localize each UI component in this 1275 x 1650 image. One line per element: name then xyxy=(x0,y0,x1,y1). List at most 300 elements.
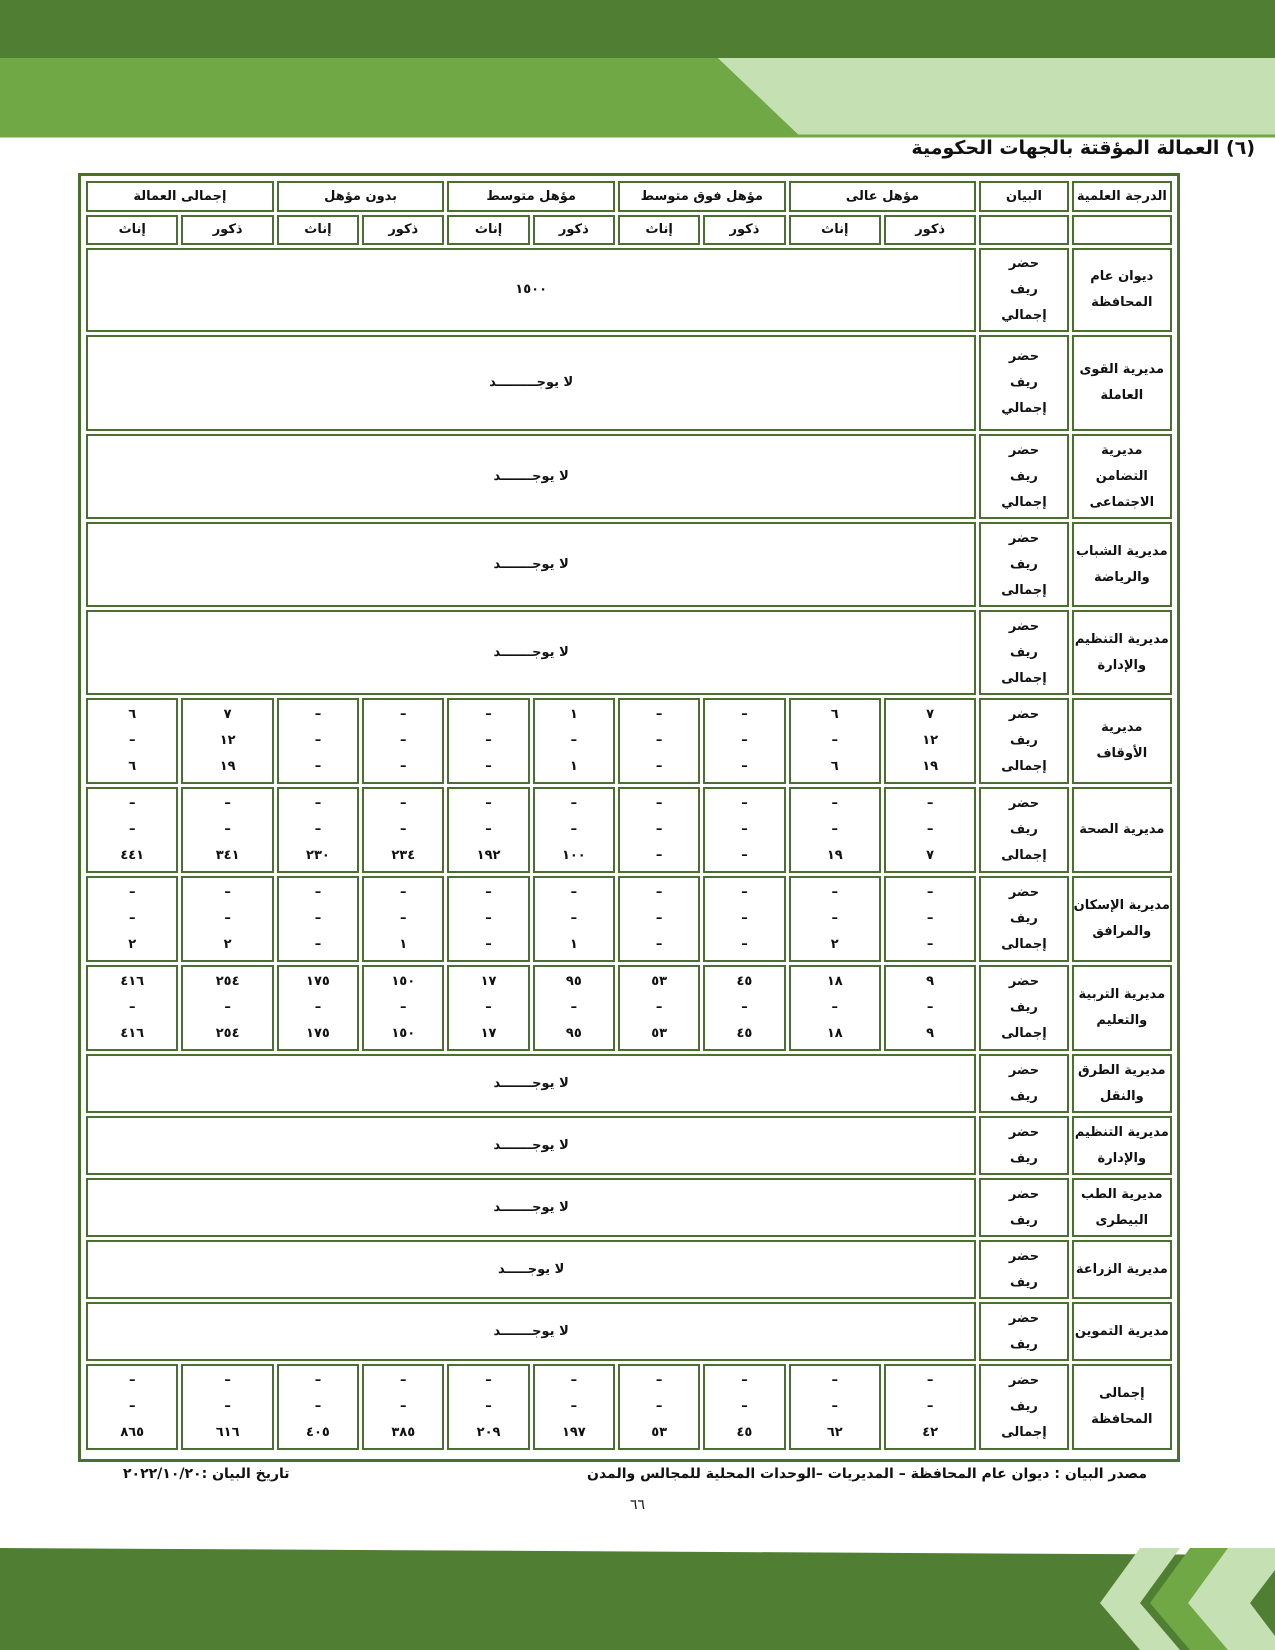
cell-value: ٢ xyxy=(128,937,137,952)
header-female: إناث xyxy=(447,215,529,245)
value-cell xyxy=(277,965,359,1051)
row-label: حضر xyxy=(1008,796,1040,811)
header-group-above-intermediate: مؤهل فوق متوسط xyxy=(618,181,786,212)
row-entity-name: مديرية التربية والتعليم xyxy=(1072,965,1172,1051)
cell-value: – xyxy=(314,911,322,926)
value-cell xyxy=(447,876,529,962)
cell-value: – xyxy=(224,796,231,811)
row-label: ريف xyxy=(1010,1000,1038,1015)
row-label: حضر xyxy=(1008,256,1040,271)
value-cell xyxy=(86,698,178,784)
header-female: إناث xyxy=(618,215,700,245)
row-labels xyxy=(979,965,1068,1051)
value-cell xyxy=(181,965,273,1051)
row-label: ريف xyxy=(1010,1336,1038,1352)
cell-value: – xyxy=(926,1373,934,1388)
cell-value: ٢٥٤ xyxy=(215,1026,240,1041)
row-entity-name: مديرية القوى العاملة xyxy=(1072,335,1172,431)
cell-value: ٧ xyxy=(223,707,232,722)
value-cell xyxy=(618,965,700,1051)
cell-value: – xyxy=(655,1373,663,1388)
cell-value: – xyxy=(655,707,663,722)
cell-value: – xyxy=(224,1399,231,1414)
row-label: ريف xyxy=(1010,644,1038,660)
source-note: مصدر البيان : ديوان عام المحافظة – المديريات –الوحدات المحلية للمجالس والمدن xyxy=(587,1466,1147,1482)
gender-header-row xyxy=(86,215,1172,245)
cell-value: ٣٨٥ xyxy=(391,1425,416,1440)
cell-value: – xyxy=(570,1399,578,1414)
cell-value: ٥٣ xyxy=(651,974,668,989)
value-cell xyxy=(362,965,444,1051)
merged-value: لا يوجـــــــد xyxy=(86,1178,976,1237)
cell-value: – xyxy=(570,1373,578,1388)
cell-value: – xyxy=(741,885,748,900)
value-cell xyxy=(86,787,178,873)
cell-value: – xyxy=(926,1399,934,1414)
cell-value: ٤١٦ xyxy=(120,1026,145,1041)
cell-value: – xyxy=(741,759,748,774)
row-labels xyxy=(979,522,1068,607)
cell-value: – xyxy=(485,937,492,952)
page-title: (٦) العمالة المؤقتة بالجهات الحكومية xyxy=(911,137,1255,159)
cell-value: – xyxy=(224,885,231,900)
cell-value: ١٧٥ xyxy=(306,1026,330,1041)
row-entity-name: مديرية الطب البيطرى xyxy=(1072,1178,1172,1237)
row-labels xyxy=(979,1302,1068,1361)
row-label: حضر xyxy=(1008,1373,1040,1388)
row-label: إجمالي xyxy=(1001,494,1047,510)
value-cell xyxy=(884,965,976,1051)
row-label: حضر xyxy=(1008,1186,1040,1202)
row-label: حضر xyxy=(1008,1310,1040,1326)
cell-value: – xyxy=(926,911,934,926)
table-row-supply-directorate xyxy=(86,1302,1172,1361)
cell-value: ١٥٠ xyxy=(391,974,416,989)
empty-cell xyxy=(1072,215,1172,245)
cell-value: – xyxy=(314,796,322,811)
cell-value: – xyxy=(570,822,578,837)
cell-value: ٤٤١ xyxy=(120,848,145,863)
cell-value: – xyxy=(741,733,748,748)
header-male: ذكور xyxy=(703,215,785,245)
header-group-total: إجمالى العمالة xyxy=(86,181,274,212)
cell-value: – xyxy=(831,733,839,748)
row-entity-name: مديرية الإسكان والمرافق xyxy=(1072,876,1172,962)
cell-value: ٧ xyxy=(926,848,935,863)
row-label: إجمالي xyxy=(1001,401,1047,416)
cell-value: – xyxy=(655,848,663,863)
cell-value: ١٩ xyxy=(826,848,843,863)
cell-value: – xyxy=(400,1000,407,1015)
cell-value: – xyxy=(741,911,748,926)
cell-value: ١٩ xyxy=(219,759,236,774)
cell-value: – xyxy=(400,1373,407,1388)
cell-value: – xyxy=(741,1373,748,1388)
cell-value: – xyxy=(128,822,136,837)
row-entity-name: مديرية التنظيم والإدارة xyxy=(1072,1116,1172,1175)
row-label: إجمالى xyxy=(1001,937,1047,952)
cell-value: ٤٥ xyxy=(736,974,753,989)
header-label: البيان xyxy=(979,181,1068,212)
cell-value: – xyxy=(741,1399,748,1414)
header-entity: الدرجة العلمية xyxy=(1072,181,1172,212)
page-number: ٦٦ xyxy=(629,1497,646,1513)
cell-value: – xyxy=(570,911,578,926)
cell-value: ٧ xyxy=(926,707,935,722)
row-entity-name: مديرية الأوقاف xyxy=(1072,698,1172,784)
cell-value: – xyxy=(485,759,492,774)
value-cell xyxy=(181,876,273,962)
value-cell xyxy=(533,787,615,873)
cell-value: – xyxy=(400,707,407,722)
value-cell xyxy=(181,698,273,784)
cell-value: – xyxy=(128,733,136,748)
row-label: ريف xyxy=(1010,733,1038,748)
row-label: ريف xyxy=(1010,822,1038,837)
cell-value: – xyxy=(655,822,663,837)
cell-value: – xyxy=(741,796,748,811)
cell-value: ٤٠٥ xyxy=(306,1425,330,1440)
header-top-bar xyxy=(0,0,1275,58)
cell-value: ١٧ xyxy=(480,1026,497,1041)
cell-value: – xyxy=(314,885,322,900)
merged-value: لا يوجـــــــد xyxy=(86,1054,976,1113)
table-row-social-solidarity-directorate xyxy=(86,434,1172,519)
cell-value: ١ xyxy=(569,937,578,952)
value-cell xyxy=(884,787,976,873)
cell-value: – xyxy=(831,885,839,900)
value-cell xyxy=(447,787,529,873)
cell-value: – xyxy=(400,796,407,811)
cell-value: – xyxy=(655,759,663,774)
cell-value: ٢٣٠ xyxy=(306,848,330,863)
table-row-organization-admin-directorate-2 xyxy=(86,1116,1172,1175)
table-row-veterinary-directorate xyxy=(86,1178,1172,1237)
cell-value: ٦ xyxy=(128,707,137,722)
table-row-organization-admin-directorate xyxy=(86,610,1172,695)
cell-value: – xyxy=(570,1000,578,1015)
row-label: ريف xyxy=(1010,375,1038,390)
cell-value: ١٩ xyxy=(922,759,939,774)
cell-value: – xyxy=(485,1373,492,1388)
value-cell xyxy=(362,876,444,962)
row-label: حضر xyxy=(1008,974,1040,989)
cell-value: ١ xyxy=(569,707,578,722)
cell-value: ١٧٥ xyxy=(306,974,330,989)
header-group-higher: مؤهل عالى xyxy=(789,181,977,212)
cell-value: ١٨ xyxy=(826,1026,843,1041)
cell-value: – xyxy=(400,733,407,748)
cell-value: – xyxy=(128,885,136,900)
cell-value: – xyxy=(128,1399,136,1414)
row-label: حضر xyxy=(1008,442,1040,458)
cell-value: – xyxy=(314,822,322,837)
row-entity-name: مديرية الشباب والرياضة xyxy=(1072,522,1172,607)
row-label: حضر xyxy=(1008,530,1040,546)
cell-value: – xyxy=(655,1399,663,1414)
row-label: ريف xyxy=(1010,1212,1038,1228)
cell-value: – xyxy=(314,1373,322,1388)
cell-value: ٢ xyxy=(223,937,232,952)
merged-value: لا يوجـــــــد xyxy=(86,434,976,519)
cell-value: – xyxy=(655,885,663,900)
cell-value: ٦ xyxy=(830,759,839,774)
row-labels xyxy=(979,1178,1068,1237)
cell-value: ٩ xyxy=(926,1026,935,1041)
value-cell xyxy=(789,1364,881,1450)
cell-value: ٩٥ xyxy=(565,974,582,989)
value-cell xyxy=(86,1364,178,1450)
row-label: ريف xyxy=(1010,556,1038,572)
value-cell xyxy=(703,787,785,873)
empty-cell xyxy=(979,215,1068,245)
header-female: إناث xyxy=(789,215,881,245)
cell-value: – xyxy=(741,937,748,952)
merged-value: لا يوجـــــــد xyxy=(86,522,976,607)
cell-value: – xyxy=(741,822,748,837)
cell-value: – xyxy=(314,1399,322,1414)
merged-value: لا يوجـــــــــد xyxy=(86,335,976,431)
header-group-intermediate: مؤهل متوسط xyxy=(447,181,615,212)
merged-value: لا يوجـــــــد xyxy=(86,1302,976,1361)
cell-value: – xyxy=(400,911,407,926)
row-entity-name: إجمالى المحافظة xyxy=(1072,1364,1172,1450)
cell-value: – xyxy=(485,796,492,811)
cell-value: – xyxy=(224,1000,231,1015)
cell-value: – xyxy=(655,733,663,748)
value-cell xyxy=(789,787,881,873)
value-cell xyxy=(86,876,178,962)
row-label: حضر xyxy=(1008,618,1040,634)
row-labels xyxy=(979,248,1068,332)
cell-value: – xyxy=(224,822,231,837)
cell-value: ١٩٢ xyxy=(476,848,501,863)
value-cell xyxy=(884,876,976,962)
cell-value: – xyxy=(831,796,839,811)
cell-value: ٤٢ xyxy=(922,1425,939,1440)
cell-value: ٢٣٤ xyxy=(391,848,416,863)
row-labels xyxy=(979,335,1068,431)
row-labels xyxy=(979,876,1068,962)
cell-value: – xyxy=(831,911,839,926)
cell-value: – xyxy=(485,822,492,837)
row-entity-name: مديرية الصحة xyxy=(1072,787,1172,873)
value-cell xyxy=(277,698,359,784)
value-cell xyxy=(362,1364,444,1450)
row-label: حضر xyxy=(1008,1124,1040,1140)
cell-value: – xyxy=(655,911,663,926)
cell-value: ٩ xyxy=(926,974,935,989)
table-row-agriculture-directorate xyxy=(86,1240,1172,1299)
cell-value: ١٢ xyxy=(219,733,236,748)
cell-value: – xyxy=(485,885,492,900)
cell-value: ١٩٧ xyxy=(561,1425,586,1440)
merged-value: لا يوجـــــد xyxy=(86,1240,976,1299)
value-cell xyxy=(447,965,529,1051)
cell-value: ٥٣ xyxy=(651,1425,668,1440)
row-entity-name: مديرية التضامن الاجتماعى xyxy=(1072,434,1172,519)
table-row-health-directorate xyxy=(86,787,1172,873)
table-row-awqaf-directorate xyxy=(86,698,1172,784)
row-labels xyxy=(979,434,1068,519)
cell-value: ٣٤١ xyxy=(215,848,240,863)
cell-value: – xyxy=(485,733,492,748)
cell-value: – xyxy=(926,1000,934,1015)
cell-value: ٦٢ xyxy=(826,1425,843,1440)
cell-value: – xyxy=(224,1373,231,1388)
cell-value: – xyxy=(128,1000,136,1015)
merged-value: لا يوجـــــــد xyxy=(86,1116,976,1175)
row-labels xyxy=(979,1364,1068,1450)
cell-value: – xyxy=(741,848,748,863)
cell-value: – xyxy=(570,885,578,900)
row-label: حضر xyxy=(1008,1062,1040,1078)
cell-value: – xyxy=(485,707,492,722)
cell-value: – xyxy=(926,885,934,900)
row-label: إجمالى xyxy=(1001,670,1047,686)
cell-value: ١ xyxy=(569,759,578,774)
value-cell xyxy=(86,965,178,1051)
cell-value: – xyxy=(485,911,492,926)
row-entity-name: ديوان عام المحافظة xyxy=(1072,248,1172,332)
cell-value: – xyxy=(314,759,322,774)
row-entity-name: مديرية التموين xyxy=(1072,1302,1172,1361)
value-cell xyxy=(703,876,785,962)
cell-value: ٢ xyxy=(830,937,839,952)
value-cell xyxy=(533,698,615,784)
row-label: ريف xyxy=(1010,1150,1038,1166)
header-male: ذكور xyxy=(181,215,273,245)
row-label: ريف xyxy=(1010,1088,1038,1104)
row-labels xyxy=(979,610,1068,695)
cell-value: – xyxy=(831,1000,839,1015)
value-cell xyxy=(362,698,444,784)
row-entity-name: مديرية الطرق والنقل xyxy=(1072,1054,1172,1113)
cell-value: – xyxy=(224,911,231,926)
cell-value: – xyxy=(485,1399,492,1414)
cell-value: – xyxy=(926,822,934,837)
row-label: ريف xyxy=(1010,282,1038,297)
cell-value: – xyxy=(926,937,934,952)
value-cell xyxy=(703,965,785,1051)
cell-value: – xyxy=(570,796,578,811)
table-row-housing-directorate xyxy=(86,876,1172,962)
cell-value: – xyxy=(831,1399,839,1414)
row-label: ريف xyxy=(1010,1274,1038,1290)
row-labels xyxy=(979,1240,1068,1299)
cell-value: – xyxy=(570,733,578,748)
cell-value: ٤١٦ xyxy=(120,974,145,989)
cell-value: – xyxy=(926,796,934,811)
row-label: حضر xyxy=(1008,1248,1040,1264)
cell-value: ٢٠٩ xyxy=(476,1425,501,1440)
value-cell xyxy=(447,698,529,784)
employment-table xyxy=(83,178,1175,1453)
row-label: ريف xyxy=(1010,911,1038,926)
value-cell xyxy=(789,698,881,784)
table-row-roads-transport-directorate xyxy=(86,1054,1172,1113)
table-row-education-directorate xyxy=(86,965,1172,1051)
cell-value: – xyxy=(485,1000,492,1015)
value-cell xyxy=(789,876,881,962)
merged-value: لا يوجـــــــد xyxy=(86,610,976,695)
header-male: ذكور xyxy=(362,215,444,245)
cell-value: ٥٣ xyxy=(651,1026,668,1041)
value-cell xyxy=(277,1364,359,1450)
cell-value: – xyxy=(314,1000,322,1015)
cell-value: – xyxy=(314,707,322,722)
cell-value: – xyxy=(831,1373,839,1388)
row-label: إجمالى xyxy=(1001,848,1047,863)
cell-value: ٤٥ xyxy=(736,1026,753,1041)
header-male: ذكور xyxy=(884,215,976,245)
value-cell xyxy=(181,787,273,873)
header-female: إناث xyxy=(277,215,359,245)
row-label: حضر xyxy=(1008,885,1040,900)
row-labels xyxy=(979,1116,1068,1175)
value-cell xyxy=(533,876,615,962)
table-row-governorate-office xyxy=(86,248,1172,332)
row-label: إجمالي xyxy=(1001,308,1047,323)
table-row-youth-sports-directorate xyxy=(86,522,1172,607)
cell-value: – xyxy=(128,1373,136,1388)
cell-value: – xyxy=(128,796,136,811)
cell-value: – xyxy=(400,1399,407,1414)
row-label: حضر xyxy=(1008,349,1040,364)
cell-value: – xyxy=(655,937,663,952)
row-label: إجمالى xyxy=(1001,1026,1047,1041)
cell-value: – xyxy=(655,796,663,811)
row-entity-name: مديرية الزراعة xyxy=(1072,1240,1172,1299)
cell-value: – xyxy=(314,733,322,748)
value-cell xyxy=(703,698,785,784)
cell-value: ١٥٠ xyxy=(391,1026,416,1041)
table-row-governorate-total xyxy=(86,1364,1172,1450)
value-cell xyxy=(884,698,976,784)
table-row-manpower-directorate xyxy=(86,335,1172,431)
row-labels xyxy=(979,787,1068,873)
value-cell xyxy=(447,1364,529,1450)
footer-band xyxy=(0,1548,1275,1650)
cell-value: – xyxy=(314,937,322,952)
value-cell xyxy=(533,1364,615,1450)
row-entity-name: مديرية التنظيم والإدارة xyxy=(1072,610,1172,695)
cell-value: ١٢ xyxy=(922,733,939,748)
cell-value: – xyxy=(831,822,839,837)
cell-value: ٩٥ xyxy=(565,1026,582,1041)
row-label: ريف xyxy=(1010,468,1038,484)
row-labels xyxy=(979,698,1068,784)
cell-value: ٢٥٤ xyxy=(215,974,240,989)
row-label: إجمالى xyxy=(1001,759,1047,774)
row-labels xyxy=(979,1054,1068,1113)
value-cell xyxy=(884,1364,976,1450)
cell-value: – xyxy=(400,759,407,774)
cell-value: ٦ xyxy=(128,759,137,774)
cell-value: ٦ xyxy=(830,707,839,722)
cell-value: – xyxy=(400,822,407,837)
cell-value: – xyxy=(741,1000,748,1015)
cell-value: ٨٦٥ xyxy=(120,1425,145,1440)
cell-value: – xyxy=(741,707,748,722)
value-cell xyxy=(618,1364,700,1450)
header-female: إناث xyxy=(86,215,178,245)
cell-value: ١٠٠ xyxy=(561,848,586,863)
cell-value: ١ xyxy=(399,937,408,952)
cell-value: – xyxy=(655,1000,663,1015)
cell-value: ١٨ xyxy=(826,974,843,989)
cell-value: ٤٥ xyxy=(736,1425,753,1440)
